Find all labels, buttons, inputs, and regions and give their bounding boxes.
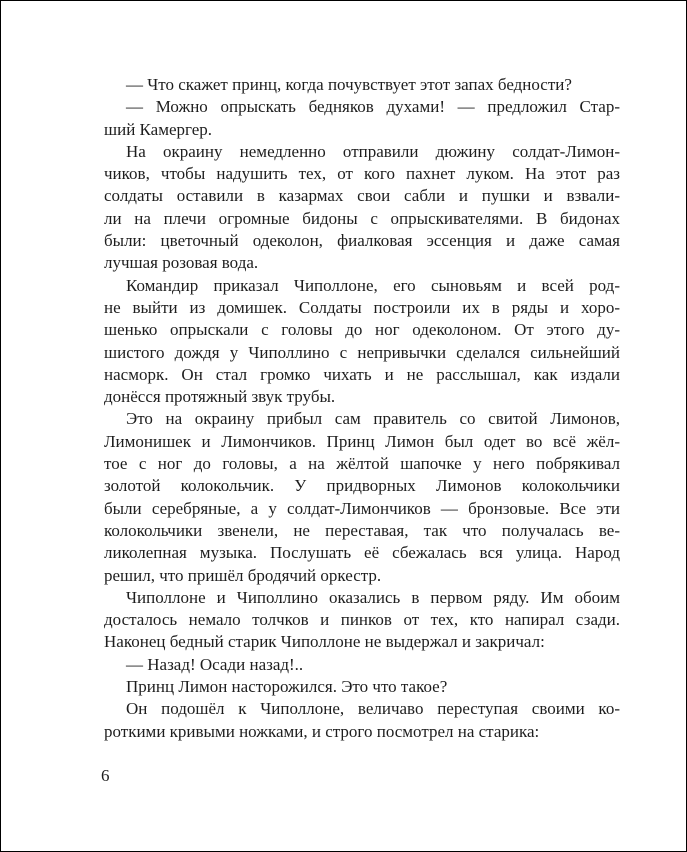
text-line: ший Камергер. <box>104 119 213 139</box>
text-line: чиков, чтобы надушить тех, от кого пахнет луком. На этот раз <box>104 164 620 184</box>
text-line: Чиполлоне и Чиполлино оказались в первом ряду. Им обоим <box>126 587 620 607</box>
text-line: ликолепная музыка. Послушать её сбежалась вся улица. Народ <box>104 543 620 563</box>
page-text <box>104 74 620 743</box>
text-line: донёсся протяжный звук трубы. <box>104 387 336 407</box>
text-line: Наконец бедный старик Чиполлоне не выдержал и закричал: <box>104 632 545 652</box>
text-line: шенько опрыскали с головы до ног одеколоном. От этого ду- <box>104 320 620 340</box>
paragraph <box>104 141 620 275</box>
paragraph <box>104 654 620 676</box>
text-line: золотой колокольчик. У придворных Лимонов колокольчики <box>104 476 620 496</box>
text-line: шистого дождя у Чиполлино с непривычки сделался сильнейший <box>104 342 620 362</box>
paragraph <box>104 96 620 141</box>
text-line: досталось немало толчков и пинков от тех, кто напирал сзади. <box>104 610 620 630</box>
text-line: солдаты оставили в казармах свои сабли и пушки и взвали- <box>104 186 620 206</box>
text-line: решил, что пришёл бродячий оркестр. <box>104 565 382 585</box>
paragraph <box>104 408 620 586</box>
text-line: — Назад! Осади назад!.. <box>126 654 304 674</box>
paragraph <box>104 275 620 409</box>
text-line: ли на плечи огромные бидоны с опрыскивателями. В бидонах <box>104 208 620 228</box>
text-line: были: цветочный одеколон, фиалковая эссенция и даже самая <box>104 231 620 251</box>
text-line: На окраину немедленно отправили дюжину солдат-Лимон- <box>126 141 620 161</box>
text-line: Принц Лимон насторожился. Это что такое? <box>126 677 448 697</box>
text-line: Лимонишек и Лимончиков. Принц Лимон был одет во всё жёл- <box>104 431 620 451</box>
text-line: Это на окраину прибыл сам правитель со свитой Лимонов, <box>126 409 620 429</box>
paragraph <box>104 587 620 654</box>
text-line: Он подошёл к Чиполлоне, величаво переступая своими ко- <box>126 699 620 719</box>
text-line: тое с ног до головы, а на жёлтой шапочке у него побрякивал <box>104 454 620 474</box>
page-number: 6 <box>101 766 110 785</box>
paragraph <box>104 74 620 96</box>
text-line: лучшая розовая вода. <box>104 253 259 273</box>
paragraph <box>104 676 620 698</box>
paragraph <box>104 698 620 743</box>
text-line: Командир приказал Чиполлоне, его сыновьям и всей род- <box>126 275 620 295</box>
text-line: — Что скажет принц, когда почувствует этот запах бедности? <box>126 75 572 94</box>
text-line: не выйти из домишек. Солдаты построили их в ряды и хоро- <box>104 297 620 317</box>
text-line: — Можно опрыскать бедняков духами! — предложил Стар- <box>126 97 620 117</box>
text-line: были серебряные, а у солдат-Лимончиков — бронзовые. Все эти <box>104 498 620 518</box>
text-line: насморк. Он стал громко чихать и не расслышал, как издали <box>104 364 620 384</box>
text-line: колокольчики звенели, не переставая, так что получалась ве- <box>104 520 620 540</box>
text-line: роткими кривыми ножками, и строго посмотрел на старика: <box>104 721 540 741</box>
